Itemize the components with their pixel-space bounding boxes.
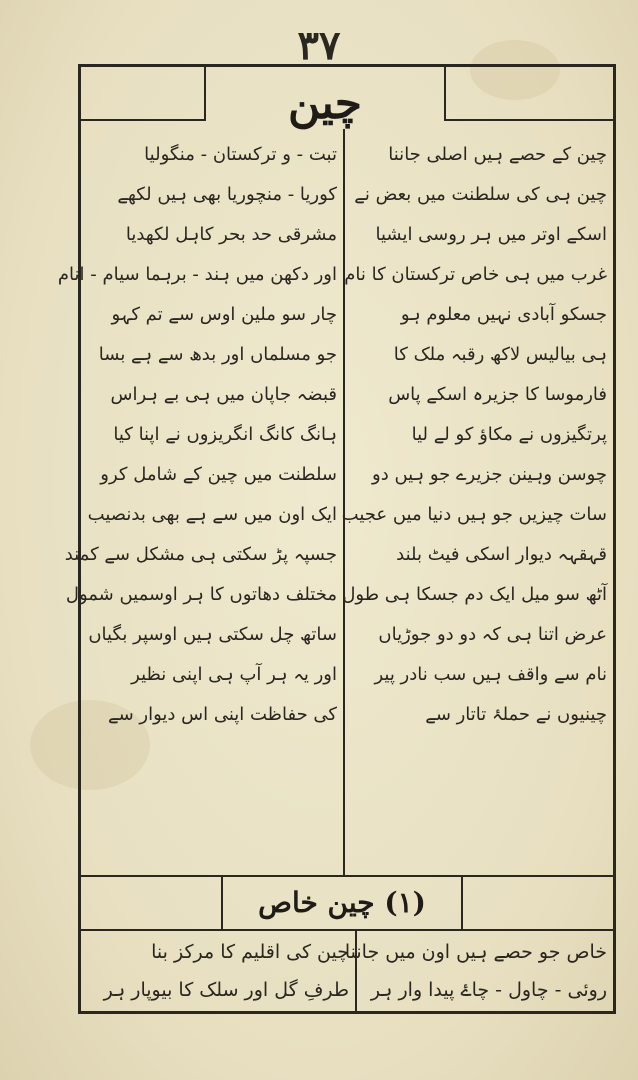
verse-line: چینیوں نے حملۂ تاتار سے <box>425 704 607 725</box>
verse-line: طرفِ گل اور سلک کا بیوپار ہر <box>103 979 349 1001</box>
title-row-left-line <box>81 119 204 121</box>
verse-line: روئی - چاول - چاۓ پیدا وار ہر <box>370 979 607 1001</box>
page-number: ۳۷ <box>297 22 341 69</box>
title-row-right-line <box>444 119 613 121</box>
verse-line: ساتھ چل سکتی ہیں اوسپر بگیاں <box>88 624 337 645</box>
verse-line: مختلف دھاتوں کا ہر اوسمیں شمول <box>65 584 337 605</box>
verse-line: اور دکھن میں ہند - برہما سیام - انام <box>57 264 337 285</box>
verse-line: مشرقی حد بحر کاہل لکھدیا <box>125 224 337 245</box>
verse-line: چین کے حصے ہیں اصلی جاننا <box>388 144 607 165</box>
verse-line: قہقہہ دیوار اسکی فیٹ بلند <box>396 544 607 565</box>
verse-table <box>57 64 616 1014</box>
verse-line: نام سے واقف ہیں سب نادر پیر <box>374 664 607 685</box>
verse-line: قبضہ جاپان میں ہی بے ہراس <box>110 384 337 405</box>
section-heading: (۱) چین خاص <box>258 886 426 919</box>
verse-line: چین ہی کی سلطنت میں بعض نے <box>354 184 607 205</box>
verse-line: اور یہ ہر آپ ہی اپنی نظیر <box>131 664 337 685</box>
section-right-divider <box>461 875 463 931</box>
bottom-left-column <box>91 933 349 1009</box>
verse-line: ہانگ کانگ انگریزوں نے اپنا کیا <box>113 424 337 445</box>
verse-line: جسپہ پڑ سکتی ہی مشکل سے کمند <box>64 544 337 565</box>
verse-line: چوسن وہینن جزیرے جو ہیں دو <box>372 464 607 485</box>
verse-line: فارموسا کا جزیرہ اسکے پاس <box>388 384 607 405</box>
verse-line: کوریا - منچوریا بھی ہیں لکھے <box>117 184 337 205</box>
verse-line: سات چیزیں جو ہیں دنیا میں عجیب <box>341 504 607 525</box>
verse-line: سلطنت میں چین کے شامل کرو <box>100 464 337 485</box>
main-heading: چین <box>288 78 362 129</box>
verse-line: پرتگیزوں نے مکاؤ کو لے لیا <box>411 424 607 445</box>
verse-line: اسکے اوتر میں ہر روسی ایشیا <box>375 224 607 245</box>
verse-line: عرض اتنا ہی کہ دو دو جوڑیاں <box>378 624 607 645</box>
verse-line: غرب میں ہی خاص ترکستان کا نام <box>344 264 607 285</box>
title-right-divider <box>444 67 446 121</box>
verse-line: جسکو آبادی نہیں معلوم ہو <box>400 304 607 325</box>
verse-line: کی حفاظت اپنی اس دیوار سے <box>108 704 337 725</box>
verse-line: جو مسلماں اور بدھ سے ہے بسا <box>98 344 337 365</box>
verse-line: تبت - و ترکستان - منگولیا <box>144 144 337 165</box>
bottom-right-column <box>344 933 607 1009</box>
verse-line: آٹھ سو میل ایک دم جسکا ہی طول <box>342 584 607 605</box>
left-verse-column <box>57 135 337 735</box>
section-bottom-line <box>81 929 613 931</box>
verse-line: ایک اون میں سے ہے بھی بدنصیب <box>87 504 337 525</box>
verse-line: خاص جو حصے ہیں اون میں جاننا <box>344 941 607 963</box>
right-verse-column <box>341 135 607 735</box>
verse-line: چار سو ملین اوس سے تم کہو <box>111 304 337 325</box>
verse-line: چین کی اقلیم کا مرکز بنا <box>151 941 349 963</box>
verse-line: ہی بیالیس لاکھ رقبہ ملک کا <box>393 344 607 365</box>
